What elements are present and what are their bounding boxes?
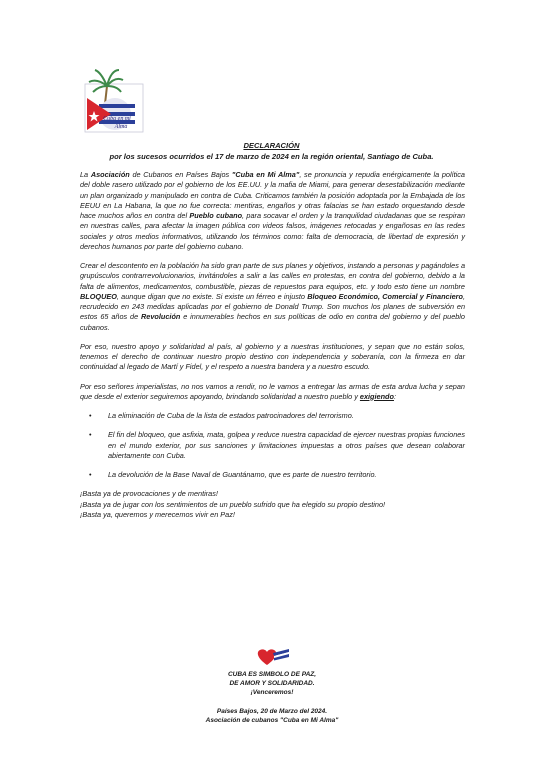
footer-slogan: ¡Venceremos!: [250, 689, 294, 697]
bold-bloqueo-economico: Bloqueo Económico, Comercial y Financiero: [307, 291, 463, 301]
bold-cuba-en-mi-alma: "Cuba en Mi Alma": [231, 170, 300, 179]
declaration-subtitle: por los sucesos ocurridos el 17 de marzo de 2024 en la región oriental, Santiago de Cuba.: [109, 151, 434, 161]
declaration-title: DECLARACIÓN: [243, 141, 300, 150]
footer-line: CUBA ES SIMBOLO DE PAZ,: [227, 671, 317, 678]
list-item: • La eliminación de Cuba de la lista de estados patrocinadores del terrorismo.: [108, 411, 465, 421]
place-date: Países Bajos, 20 de Marzo del 2024.: [216, 707, 328, 715]
logo-lettering: Cuba en mi: [103, 116, 131, 122]
closing-statements: [80, 489, 465, 520]
bold-revolucion: Revolución: [141, 312, 181, 322]
closing-line: ¡Basta ya de provocaciones y de mentiras!: [80, 489, 218, 499]
paragraph-1: La Asociación de Cubanos en Países Bajos "Cuba en Mi Alma", se pronuncia y repudia enérgicamente la política del doble rasero utilizado por el gobierno de los EE.UU. y la mafia de Miami, para generar desestabilización mediante un plan organizado y manipulado en contra de Cuba. Criticamos también la posición adoptada por la Embajada de los EEUU en La Habana, la que no fue correcta: mentiras, engaños y otras falacias se han estado orquestando desde hace muchos años en contra del Pueblo cubano, para socavar el orden y la tranquilidad ciudadanas que se respiran en nuestras calles, para afectar la imagen pública con videos falsos, imágenes retocadas y engañosas en las redes sociales y otros medios informativos, utilizando los términos como: falta de democracia, de libertad de expresión y derechos humanos por parte del gobierno cubano.: [80, 170, 466, 251]
paragraph-2: Crear el descontento en la población ha sido gran parte de sus planes y objetivos, instando a personas y pagándoles a grupúsculos contrarrevolucionarios, invitándoles a salir a las calles en protestas, en contra del gobierno, debido a la falta de alimentos, medicamentos, combustible, piezas de repuestos para equipos, etc. y todo esto tiene un nombre BLOQUEO, aunque digan que no existe. Si existe un férreo e injusto Bloqueo Económico, Comercial y Financiero, recrudecido en 243 medidas aplicadas por el gobierno de Donald Trump. Son muchos los planes de subversión en estos 65 años de Revolución e innumerables hechos en sus políticas de odio en contra del gobierno y del pueblo cubanos.: [80, 261, 465, 332]
declaration-heading: [60, 141, 483, 162]
declaration-body: [80, 170, 465, 520]
association-logo: [77, 64, 147, 134]
bold-exigiendo: exigiendo: [359, 391, 394, 401]
footer-block: [140, 670, 404, 725]
paragraph-4: Por eso señores imperialistas, no nos vamos a rendir, no le vamos a entregar las armas de esta ardua lucha y sepan que desde el exterior seguiremos apoyando, brindando solidaridad a nuestro pueblo y exigiendo:: [80, 381, 465, 401]
list-item: • El fin del bloqueo, que asfixia, mata, golpea y reduce nuestra capacidad de ejercer nuestras propias funciones en el mundo exterior, por sus sanciones y limitaciones impuestas a otros países que desean colaborar abiertamente con Cuba.: [108, 430, 465, 461]
closing-line: ¡Basta ya de jugar con los sentimientos de un pueblo sufrido que ha elegido su propio destino!: [80, 499, 386, 509]
bold-bloqueo: BLOQUEO: [80, 291, 117, 301]
demands-list: [80, 411, 465, 480]
list-item: • La devolución de la Base Naval de Guantánamo, que es parte de nuestro territorio.: [108, 470, 465, 480]
signature: Asociación de cubanos "Cuba en Mi Alma": [205, 716, 339, 724]
bold-pueblo-cubano: Pueblo cubano: [189, 211, 243, 220]
svg-text:Alma: Alma: [114, 124, 128, 130]
paragraph-3: Por eso, nuestro apoyo y solidaridad al país, al gobierno y a nuestras instituciones, y sepan que no están solos, tenemos el derecho de continuar nuestro propio destino con independencia y soberanía, con la firmeza en dar continuidad al legado de Martí y Fidel, y el respeto a nuestra bandera y a nuestro escudo.: [80, 341, 465, 372]
footer-line: DE AMOR Y SOLIDARIDAD.: [229, 680, 315, 688]
bold-association: Asociación: [90, 170, 130, 179]
closing-line: ¡Basta ya, queremos y merecemos vivir en Paz!: [80, 509, 235, 519]
heart-flag-icon: [253, 647, 291, 667]
